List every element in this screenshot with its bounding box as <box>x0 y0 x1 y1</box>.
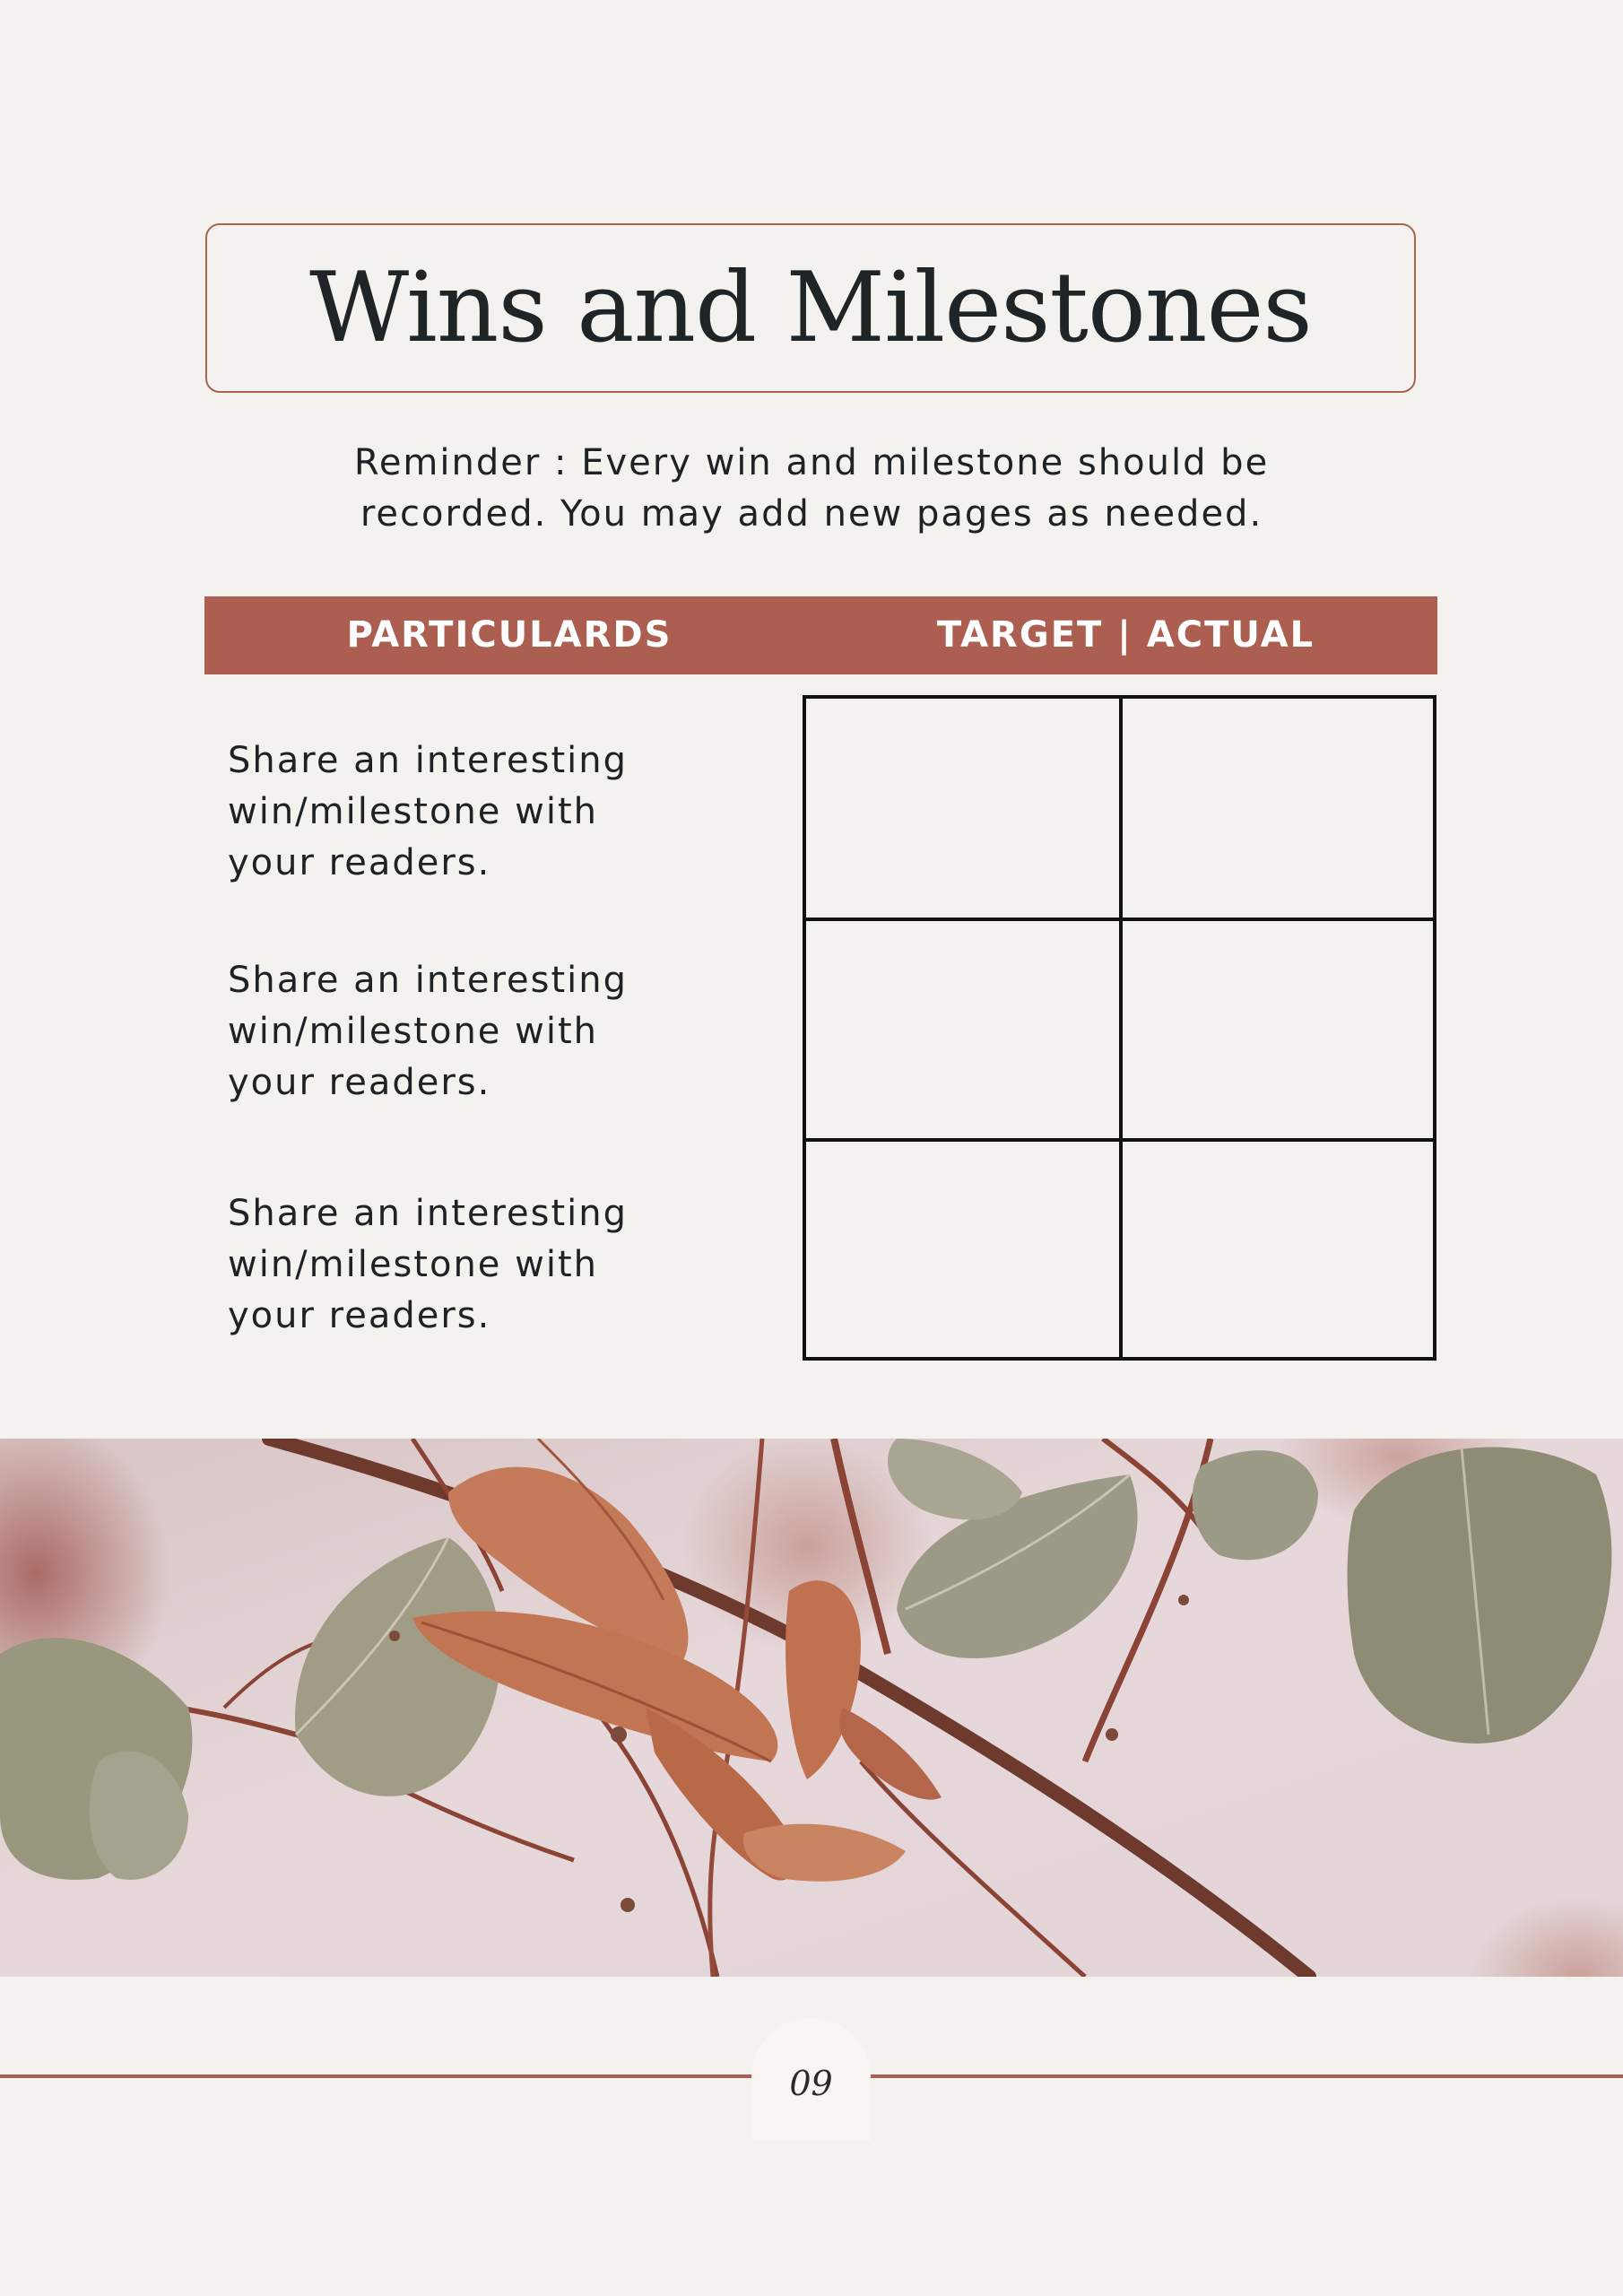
eucalyptus-photo <box>0 1439 1623 1977</box>
title-frame <box>205 223 1416 393</box>
header-target-actual: TARGET | ACTUAL <box>936 614 1315 656</box>
row-1-line-1: Share an interesting <box>228 740 629 781</box>
row-particular-2 <box>228 955 730 1109</box>
row-3-line-2: win/milestone with <box>228 1244 598 1285</box>
reminder-text <box>269 438 1354 540</box>
header-particulars: PARTICULARDS <box>346 614 673 656</box>
row-particular-1 <box>228 735 730 889</box>
actual-cell-2[interactable] <box>1123 921 1433 1138</box>
target-cell-2[interactable] <box>806 921 1119 1138</box>
eucalyptus-branch-image <box>0 1439 1623 1977</box>
page-number-tab <box>751 2018 871 2140</box>
page-title: Wins and Milestones <box>309 251 1312 364</box>
actual-cell-3[interactable] <box>1123 1142 1433 1357</box>
row-2-line-3: your readers. <box>228 1062 491 1103</box>
target-cell-1[interactable] <box>806 699 1119 918</box>
reminder-line-1: Reminder : Every win and milestone should be <box>353 442 1270 483</box>
row-1-line-3: your readers. <box>228 842 491 883</box>
target-cell-3[interactable] <box>806 1142 1119 1357</box>
reminder-line-2: recorded. You may add new pages as needed. <box>360 493 1263 535</box>
row-3-line-1: Share an interesting <box>228 1193 629 1234</box>
row-3-line-3: your readers. <box>228 1295 491 1336</box>
row-2-line-1: Share an interesting <box>228 960 629 1001</box>
actual-cell-1[interactable] <box>1123 699 1433 918</box>
table-header-bar <box>204 596 1437 674</box>
row-2-line-2: win/milestone with <box>228 1011 598 1052</box>
row-particular-3 <box>228 1188 730 1342</box>
row-1-line-2: win/milestone with <box>228 791 598 832</box>
page-number: 09 <box>789 2064 833 2103</box>
target-actual-grid <box>803 695 1436 1361</box>
